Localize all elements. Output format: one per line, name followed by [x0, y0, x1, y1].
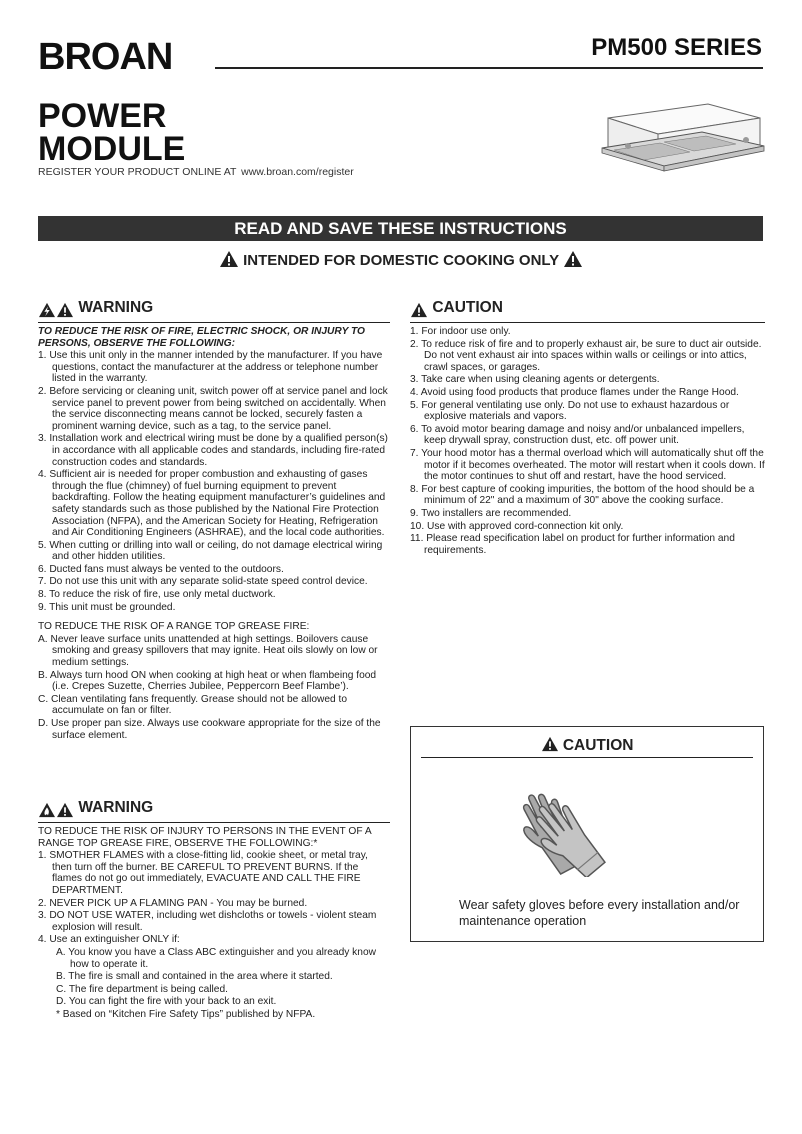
- caution-heading: [410, 299, 765, 323]
- list-item: 6. To avoid motor bearing damage and noisy and/or unbalanced impellers, keep drywall spray, construction dust, etc. off power unit.: [410, 423, 745, 447]
- register-note: [38, 166, 354, 178]
- title-line-1: POWER: [38, 97, 167, 135]
- fire-warning-icon: [38, 802, 56, 818]
- list-item: 1. Use this unit only in the manner intended by the manufacturer. If you have questions, contact the manufacturer at the address or telephone number listed in the warranty.: [38, 350, 383, 385]
- list-sub-item: B. The fire is small and contained in the area where it started.: [56, 971, 333, 983]
- list-item: 3. Take care when using cleaning agents or detergents.: [410, 374, 660, 386]
- list-sub-item: D. You can fight the fire with your back to an exit.: [56, 996, 277, 1008]
- warning-triangle-icon: [563, 250, 583, 268]
- header-rule: [215, 67, 763, 69]
- caution-heading: [421, 736, 753, 758]
- list-item: 2. NEVER PICK UP A FLAMING PAN - You may be burned.: [38, 897, 308, 909]
- warning-triangle-icon: [541, 736, 559, 752]
- register-url[interactable]: www.broan.com/register: [241, 166, 354, 178]
- list-item: 8. For best capture of cooking impurities, the bottom of the hood should be a minimum of 22" and a maximum of 30" above the cooking surface.: [410, 483, 755, 507]
- list-item: 10. Use with approved cord-connection kit only.: [410, 520, 624, 532]
- list-item: 2. Before servicing or cleaning unit, switch power off at service panel and lock service panel to prevent power from being switched on accidentally. When the service disconnecting means cannot be locked, securely fasten a prominent warning device, such as a tag, to the service panel.: [38, 385, 388, 432]
- list-item: 1. SMOTHER FLAMES with a close-fitting lid, cookie sheet, or metal tray, then turn off the burner. BE CAREFUL TO PREVENT BURNS. If the flames do not go out immediately, EVACUATE AND CALL THE FIRE DEPARTMENT.: [38, 850, 368, 896]
- grease-fire-intro: TO REDUCE THE RISK OF A RANGE TOP GREASE FIRE:: [38, 621, 310, 633]
- domestic-notice-text: INTENDED FOR DOMESTIC COOKING ONLY: [243, 252, 559, 269]
- range-hood-illustration: [598, 98, 768, 190]
- glove-caution-box: [410, 726, 764, 942]
- page-title: [38, 97, 186, 168]
- warning-triangle-icon: [56, 302, 74, 318]
- warning-triangle-icon: [219, 250, 239, 268]
- footnote: * Based on “Kitchen Fire Safety Tips” published by NFPA.: [56, 1008, 316, 1020]
- domestic-notice: [0, 250, 802, 269]
- glove-caution-text: Wear safety gloves before every installation and/or maintenance operation: [459, 898, 740, 928]
- series-title: PM500 SERIES: [591, 34, 762, 61]
- caution-section: [410, 299, 765, 557]
- warning-heading: [38, 299, 390, 323]
- list-item: 1. For indoor use only.: [410, 326, 511, 337]
- broan-logo: BROAN: [38, 36, 173, 78]
- list-item: 4. Avoid using food products that produce flames under the Range Hood.: [410, 386, 739, 398]
- list-item: 7. Do not use this unit with any separate solid-state speed control device.: [38, 576, 368, 588]
- warning-intro: TO REDUCE THE RISK OF INJURY TO PERSONS IN THE EVENT OF A RANGE TOP GREASE FIRE, OBSERVE THE FOLLOWING:*: [38, 826, 372, 849]
- warning-triangle-icon: [56, 802, 74, 818]
- list-item: A. Never leave surface units unattended at high settings. Boilovers cause smoking and greasy spillovers that may ignite. Heat oils slowly on low or medium settings.: [38, 633, 378, 669]
- caution-list: [410, 326, 765, 556]
- electric-shock-warning-icon: [38, 302, 56, 318]
- warning-list: [38, 350, 390, 613]
- list-item: 8. To reduce the risk of fire, use only metal ductwork.: [38, 589, 276, 601]
- warning-section-2: [38, 799, 390, 1022]
- warning-heading-text: WARNING: [78, 799, 154, 816]
- list-item: 9. This unit must be grounded.: [38, 601, 176, 613]
- warning-heading: [38, 799, 390, 823]
- list-item: 4. Use an extinguisher ONLY if:: [38, 934, 180, 946]
- list-item: 4. Sufficient air is needed for proper combustion and exhausting of gases through the flue (chimney) of fuel burning equipment to prevent backdrafting. Follow the heating equipment manufacturer’s guidelines and safety standards such as those published by the National Fire Protection Association (NFPA), and the American Society for Heating, Refrigeration and Air Conditioning Engineers (ASHRAE), and the local code authorities.: [38, 469, 386, 539]
- instructions-banner: READ AND SAVE THESE INSTRUCTIONS: [38, 216, 763, 241]
- warning-section-1: [38, 299, 390, 742]
- safety-gloves-illustration: [509, 777, 619, 877]
- list-item: 5. When cutting or drilling into wall or ceiling, do not damage electrical wiring and other hidden utilities.: [38, 539, 383, 563]
- list-item: 3. DO NOT USE WATER, including wet dishcloths or towels - violent steam explosion will result.: [38, 910, 377, 933]
- list-item: 3. Installation work and electrical wiring must be done by a qualified person(s) in accordance with all applicable codes and standards, including fire-rated construction codes and standards.: [38, 433, 388, 468]
- list-item: 9. Two installers are recommended.: [410, 507, 572, 519]
- title-line-2: MODULE: [38, 130, 186, 168]
- list-item: 7. Your hood motor has a thermal overload which will automatically shut off the motor if it becomes overheated. The motor will restart when it cools down. If the motor continues to shut off and restart, have the hood serviced.: [410, 447, 765, 483]
- list-item: C. Clean ventilating fans frequently. Grease should not be allowed to accumulate on fan or filter.: [38, 693, 348, 717]
- list-item: 2. To reduce risk of fire and to properly exhaust air, be sure to duct air outside. Do not vent exhaust air into spaces within walls or ceilings or into attics, crawl spaces, or garages.: [410, 338, 762, 373]
- list-item: B. Always turn hood ON when cooking at high heat or when flambeing food (i.e. Crepes Suzette, Cherries Jubilee, Peppercorn Beef Flambe’).: [38, 669, 377, 693]
- grease-fire-list: [38, 634, 390, 741]
- warning-intro: TO REDUCE THE RISK OF FIRE, ELECTRIC SHOCK, OR INJURY TO PERSONS, OBSERVE THE FOLLOWING:: [38, 326, 365, 349]
- register-text: REGISTER YOUR PRODUCT ONLINE AT: [38, 166, 237, 178]
- warning-list: [38, 850, 390, 1020]
- list-item: 11. Please read specification label on product for further information and requirements.: [410, 533, 735, 556]
- list-item: 5. For general ventilating use only. Do not use to exhaust hazardous or explosive materials and vapors.: [410, 399, 730, 423]
- caution-heading-text: CAUTION: [562, 737, 634, 754]
- warning-heading-text: WARNING: [78, 299, 154, 316]
- list-sub-item: C. The fire department is being called.: [56, 983, 228, 995]
- list-item: 6. Ducted fans must always be vented to the outdoors.: [38, 563, 284, 575]
- list-sub-item: A. You know you have a Class ABC extinguisher and you already know how to operate it.: [56, 946, 376, 970]
- caution-heading-text: CAUTION: [432, 299, 503, 316]
- warning-triangle-icon: [410, 302, 428, 318]
- list-item: D. Use proper pan size. Always use cookware appropriate for the size of the surface element.: [38, 718, 381, 741]
